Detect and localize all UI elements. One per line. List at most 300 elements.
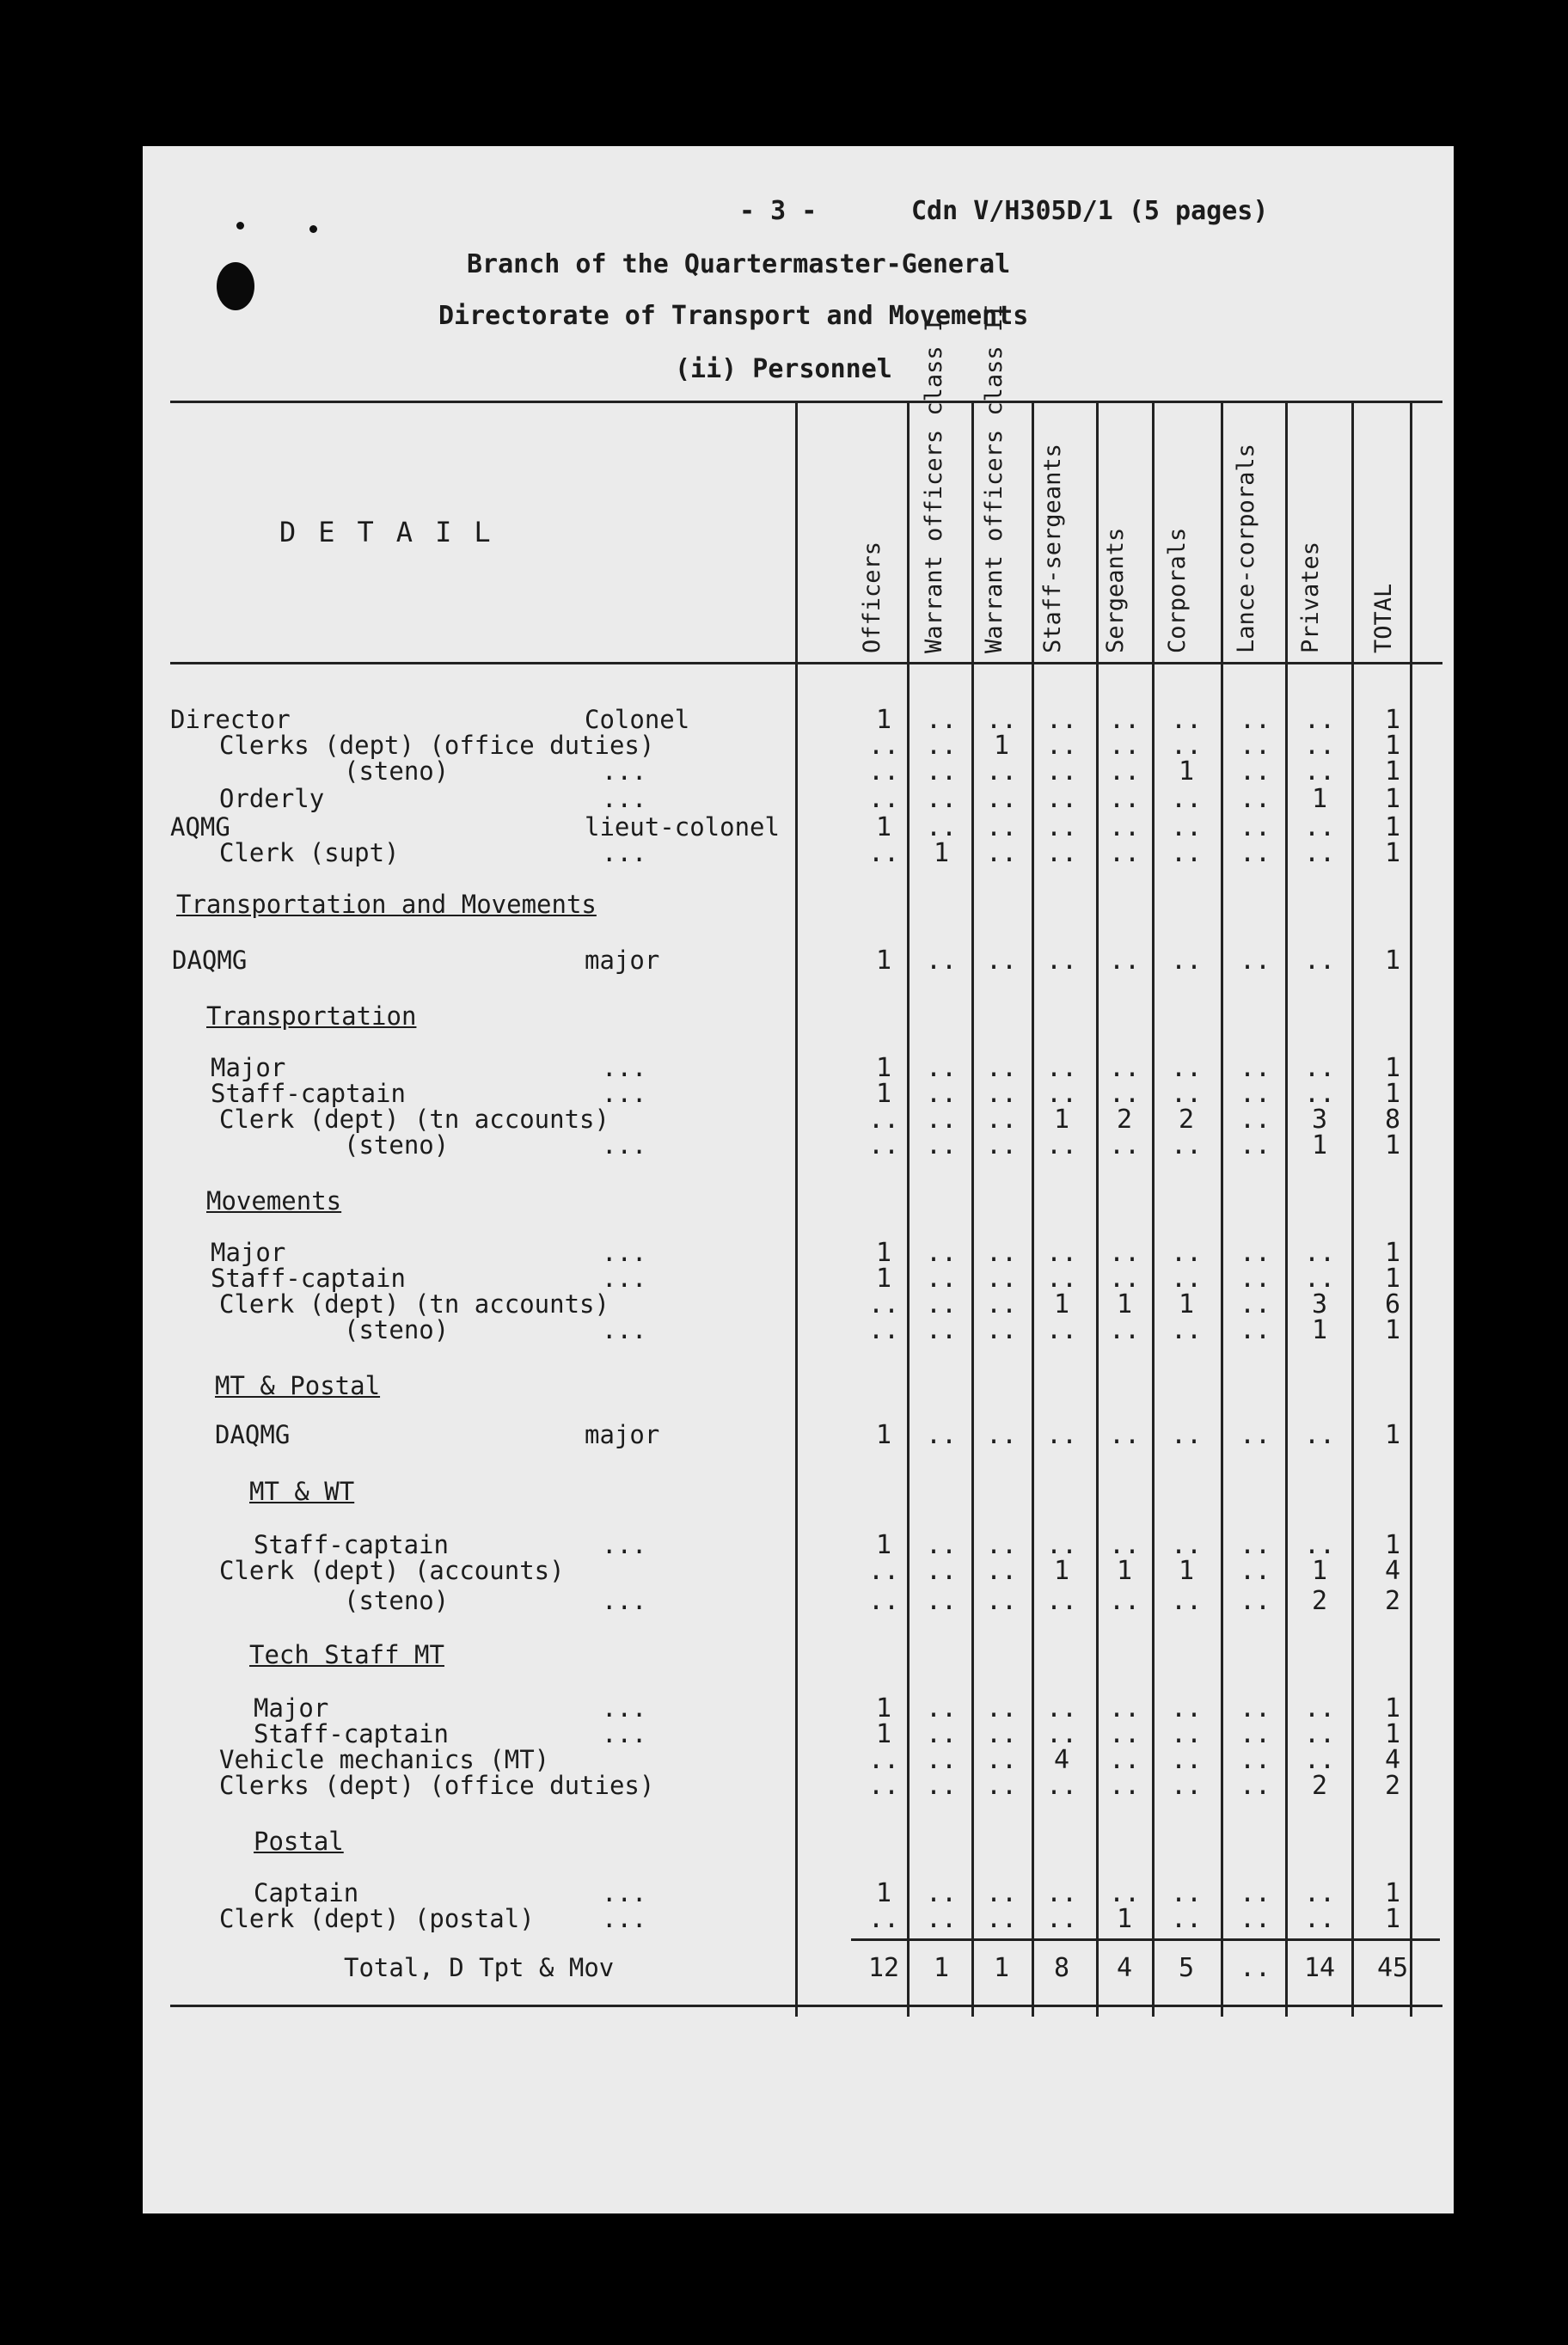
table-cell: 1: [1384, 838, 1401, 868]
table-cell: ..: [1045, 1053, 1078, 1083]
table-cell: ..: [1170, 1771, 1203, 1801]
table-cell: 1: [1384, 1238, 1401, 1268]
table-cell: ..: [1239, 1053, 1271, 1083]
table-cell: ..: [867, 1556, 900, 1586]
table-cell: ..: [1108, 1238, 1141, 1268]
section-heading: Postal: [254, 1827, 344, 1856]
table-cell: ..: [985, 1289, 1018, 1319]
total-cell: 12: [867, 1953, 900, 1983]
table-cell: ..: [867, 1289, 900, 1319]
row-detail: DAQMG: [172, 946, 248, 975]
table-cell: 1: [1384, 705, 1401, 735]
table-cell: ..: [1170, 1315, 1203, 1345]
table-cell: 2: [1311, 1771, 1328, 1801]
column-rule: [1285, 401, 1288, 2017]
row-detail: (steno): [344, 756, 450, 786]
table-cell: ..: [1239, 1079, 1271, 1109]
row-detail: AQMG: [170, 812, 230, 842]
row-detail: Vehicle mechanics (MT): [219, 1745, 550, 1774]
row-rank: ...: [602, 1238, 647, 1267]
table-cell: ..: [1170, 946, 1203, 976]
row-rank: ...: [602, 1079, 647, 1108]
table-cell: ..: [1108, 1315, 1141, 1345]
row-detail: Staff-captain: [254, 1530, 449, 1559]
speck: [309, 225, 317, 233]
table-cell: ..: [1045, 1771, 1078, 1801]
table-cell: ..: [1108, 1878, 1141, 1908]
table-cell: 1: [1384, 731, 1401, 761]
table-cell: ..: [867, 838, 900, 868]
table-cell: ..: [985, 1053, 1018, 1083]
table-cell: ..: [925, 784, 958, 814]
column-header-3: Warrant officers class II: [981, 303, 1008, 653]
table-cell: ..: [985, 1264, 1018, 1294]
table-cell: ..: [867, 1105, 900, 1135]
table-cell: 1: [1053, 1105, 1070, 1135]
table-cell: ..: [1303, 1745, 1336, 1775]
table-cell: 1: [1384, 946, 1401, 976]
table-cell: ..: [1045, 1264, 1078, 1294]
table-cell: 2: [1116, 1105, 1133, 1135]
table-cell: ..: [1303, 1420, 1336, 1450]
table-cell: 4: [1384, 1556, 1401, 1586]
table-cell: ..: [1045, 1904, 1078, 1934]
row-detail: (steno): [344, 1586, 450, 1615]
table-cell: 1: [1384, 1530, 1401, 1560]
table-cell: ..: [1303, 756, 1336, 787]
table-cell: ..: [1108, 1530, 1141, 1560]
table-cell: ..: [1170, 1079, 1203, 1109]
column-rule: [971, 401, 974, 2017]
table-cell: ..: [925, 1264, 958, 1294]
column-header-9: TOTAL: [1370, 583, 1397, 653]
table-cell: ..: [925, 1053, 958, 1083]
table-cell: ..: [1303, 946, 1336, 976]
row-detail: Clerk (dept) (accounts): [219, 1556, 565, 1585]
table-cell: ..: [985, 1586, 1018, 1616]
section-heading: MT & WT: [249, 1477, 355, 1506]
table-cell: ..: [1303, 1719, 1336, 1749]
table-cell: 1: [875, 1420, 892, 1450]
table-cell: ..: [1045, 1586, 1078, 1616]
table-cell: ..: [1045, 1420, 1078, 1450]
table-cell: ..: [1108, 705, 1141, 735]
row-detail: Major: [254, 1693, 329, 1723]
table-cell: ..: [1303, 731, 1336, 761]
table-cell: ..: [1239, 1556, 1271, 1586]
table-cell: ..: [867, 1771, 900, 1801]
row-detail: Clerks (dept) (office duties): [219, 1771, 655, 1800]
table-cell: 1: [1116, 1289, 1133, 1319]
total-cell: ..: [1239, 1953, 1271, 1983]
table-cell: ..: [1170, 1878, 1203, 1908]
table-cell: ..: [985, 812, 1018, 842]
row-rank: ...: [602, 756, 647, 786]
table-cell: ..: [867, 756, 900, 787]
table-cell: ..: [1170, 1586, 1203, 1616]
table-cell: ..: [1239, 1315, 1271, 1345]
row-detail: Orderly: [219, 784, 325, 813]
document-reference: Cdn V/H305D/1 (5 pages): [911, 196, 1269, 226]
row-detail: Major: [211, 1053, 286, 1082]
table-cell: ..: [1303, 1238, 1336, 1268]
table-cell: ..: [1239, 1530, 1271, 1560]
row-rank: ...: [602, 1878, 647, 1907]
table-cell: ..: [925, 1530, 958, 1560]
column-rule: [1096, 401, 1099, 2017]
table-cell: ..: [985, 1556, 1018, 1586]
row-rank: ...: [602, 1904, 647, 1933]
row-rank: major: [585, 946, 660, 975]
table-cell: 3: [1311, 1105, 1328, 1135]
table-cell: 1: [875, 946, 892, 976]
table-cell: 4: [1384, 1745, 1401, 1775]
table-cell: 1: [1384, 1904, 1401, 1934]
total-cell: 45: [1376, 1953, 1409, 1983]
table-cell: 1: [1116, 1556, 1133, 1586]
table-cell: ..: [925, 1719, 958, 1749]
table-cell: ..: [1170, 1264, 1203, 1294]
table-cell: ..: [1239, 1420, 1271, 1450]
row-rank: ...: [602, 1530, 647, 1559]
table-cell: 1: [875, 1693, 892, 1724]
table-cell: ..: [1170, 1130, 1203, 1160]
table-cell: 1: [1178, 1556, 1195, 1586]
table-cell: ..: [925, 1878, 958, 1908]
table-cell: ..: [1170, 1053, 1203, 1083]
row-rank: ...: [602, 784, 647, 813]
table-cell: ..: [1045, 946, 1078, 976]
table-cell: ..: [1303, 1693, 1336, 1724]
table-cell: ..: [985, 1315, 1018, 1345]
table-cell: ..: [1239, 1238, 1271, 1268]
table-cell: ..: [1239, 1264, 1271, 1294]
table-cell: 1: [875, 705, 892, 735]
table-cell: ..: [1108, 731, 1141, 761]
table-cell: ..: [1108, 1586, 1141, 1616]
table-cell: ..: [1239, 1904, 1271, 1934]
table-cell: ..: [985, 705, 1018, 735]
table-cell: ..: [1170, 705, 1203, 735]
table-cell: ..: [985, 1130, 1018, 1160]
column-rule: [1351, 401, 1354, 2017]
page-marker: - 3 -: [739, 196, 818, 226]
table-cell: ..: [1239, 1130, 1271, 1160]
table-cell: ..: [867, 1745, 900, 1775]
row-detail: Major: [211, 1238, 286, 1267]
section-heading: Transportation and Movements: [176, 890, 597, 919]
column-header-6: Corporals: [1164, 527, 1191, 653]
table-cell: ..: [1045, 1530, 1078, 1560]
table-cell: ..: [1045, 1693, 1078, 1724]
table-cell: 1: [875, 812, 892, 842]
column-header-5: Sergeants: [1102, 527, 1129, 653]
table-cell: ..: [1170, 731, 1203, 761]
row-rank: major: [585, 1420, 660, 1449]
table-cell: ..: [1239, 705, 1271, 735]
table-cell: ..: [985, 1771, 1018, 1801]
table-cell: ..: [1170, 1530, 1203, 1560]
row-rank: Colonel: [585, 705, 690, 734]
table-cell: ..: [867, 731, 900, 761]
table-cell: 1: [1053, 1289, 1070, 1319]
column-header-4: Staff-sergeants: [1039, 444, 1066, 653]
table-cell: ..: [925, 1238, 958, 1268]
table-cell: ..: [1108, 1130, 1141, 1160]
table-cell: ..: [1239, 838, 1271, 868]
table-cell: ..: [1239, 1771, 1271, 1801]
column-rule: [795, 401, 798, 2017]
table-cell: ..: [985, 1105, 1018, 1135]
table-cell: ..: [925, 705, 958, 735]
table-cell: ..: [1108, 1079, 1141, 1109]
table-cell: ..: [925, 1079, 958, 1109]
row-rank: ...: [602, 1315, 647, 1344]
table-cell: 1: [875, 1079, 892, 1109]
table-cell: ..: [925, 1556, 958, 1586]
table-cell: ..: [925, 1586, 958, 1616]
table-cell: ..: [1170, 1693, 1203, 1724]
table-cell: ..: [1239, 784, 1271, 814]
table-cell: ..: [1045, 1130, 1078, 1160]
table-cell: ..: [1045, 838, 1078, 868]
header-rule: [170, 401, 1442, 403]
row-detail: (steno): [344, 1315, 450, 1344]
table-cell: ..: [985, 946, 1018, 976]
table-cell: ..: [925, 1420, 958, 1450]
table-cell: ..: [985, 1420, 1018, 1450]
table-cell: ..: [1303, 1878, 1336, 1908]
column-rule: [1152, 401, 1155, 2017]
column-rule: [1221, 401, 1223, 2017]
table-cell: ..: [925, 946, 958, 976]
table-cell: ..: [985, 784, 1018, 814]
column-rule: [1032, 401, 1034, 2017]
punch-hole: [217, 262, 254, 310]
table-cell: ..: [1170, 1904, 1203, 1934]
table-cell: ..: [1045, 1079, 1078, 1109]
table-cell: ..: [985, 838, 1018, 868]
table-cell: 1: [875, 1878, 892, 1908]
table-cell: 4: [1053, 1745, 1070, 1775]
row-rank: ...: [602, 1053, 647, 1082]
table-cell: ..: [1170, 812, 1203, 842]
table-cell: ..: [1170, 1719, 1203, 1749]
table-cell: 1: [1178, 756, 1195, 787]
table-cell: 1: [1311, 1315, 1328, 1345]
table-cell: ..: [1239, 946, 1271, 976]
table-cell: ..: [1239, 812, 1271, 842]
table-cell: ..: [1045, 812, 1078, 842]
bottom-rule: [170, 2005, 1442, 2007]
table-cell: 1: [875, 1264, 892, 1294]
table-cell: ..: [925, 1130, 958, 1160]
table-cell: ..: [1108, 812, 1141, 842]
table-cell: 1: [1384, 1420, 1401, 1450]
table-cell: 1: [1384, 1693, 1401, 1724]
row-detail: Clerk (dept) (tn accounts): [219, 1289, 609, 1319]
table-cell: ..: [1108, 946, 1141, 976]
table-cell: ..: [985, 1238, 1018, 1268]
column-header-8: Privates: [1297, 541, 1324, 653]
table-cell: ..: [1239, 1289, 1271, 1319]
table-cell: ..: [985, 1719, 1018, 1749]
detail-column-header: DETAIL: [279, 516, 513, 548]
table-cell: ..: [1108, 756, 1141, 787]
row-detail: Staff-captain: [254, 1719, 449, 1748]
table-cell: ..: [1045, 1238, 1078, 1268]
table-cell: ..: [1303, 838, 1336, 868]
table-cell: ..: [1239, 756, 1271, 787]
table-cell: ..: [925, 756, 958, 787]
table-cell: ..: [1170, 838, 1203, 868]
table-cell: 2: [1384, 1586, 1401, 1616]
table-cell: 1: [1311, 1130, 1328, 1160]
table-cell: ..: [1108, 1719, 1141, 1749]
table-cell: ..: [867, 1130, 900, 1160]
table-cell: ..: [1239, 1586, 1271, 1616]
row-rank: lieut-colonel: [585, 812, 780, 842]
table-cell: ..: [1239, 1719, 1271, 1749]
table-cell: 1: [875, 1530, 892, 1560]
total-cell: 4: [1116, 1953, 1133, 1983]
table-cell: ..: [1108, 1693, 1141, 1724]
table-cell: ..: [1045, 1719, 1078, 1749]
total-cell: 1: [933, 1953, 950, 1983]
table-cell: ..: [867, 1586, 900, 1616]
row-rank: ...: [602, 1586, 647, 1615]
table-cell: ..: [1303, 1264, 1336, 1294]
section-title: (ii) Personnel: [675, 354, 892, 384]
table-cell: ..: [985, 1079, 1018, 1109]
table-cell: ..: [1303, 1904, 1336, 1934]
table-cell: ..: [985, 1530, 1018, 1560]
total-cell: 5: [1178, 1953, 1195, 1983]
column-rule: [907, 401, 910, 2017]
column-header-7: Lance-corporals: [1233, 444, 1259, 653]
table-cell: ..: [1045, 784, 1078, 814]
table-cell: ..: [1170, 784, 1203, 814]
table-cell: ..: [1108, 1745, 1141, 1775]
column-head-rule: [170, 662, 1442, 664]
table-cell: 1: [933, 838, 950, 868]
table-cell: ..: [1045, 1878, 1078, 1908]
column-rule: [1410, 401, 1412, 2017]
table-cell: 3: [1311, 1289, 1328, 1319]
table-cell: ..: [1239, 1878, 1271, 1908]
table-cell: ..: [1108, 784, 1141, 814]
row-rank: ...: [602, 1130, 647, 1160]
row-detail: Director: [170, 705, 291, 734]
table-cell: ..: [1108, 1420, 1141, 1450]
table-cell: 1: [1384, 784, 1401, 814]
branch-title: Branch of the Quartermaster-General: [467, 249, 1011, 279]
table-cell: ..: [1239, 1745, 1271, 1775]
table-cell: 1: [1053, 1556, 1070, 1586]
column-header-1: Officers: [859, 541, 885, 653]
row-detail: (steno): [344, 1130, 450, 1160]
table-cell: ..: [925, 1904, 958, 1934]
table-cell: 1: [1384, 1719, 1401, 1749]
table-cell: ..: [1045, 731, 1078, 761]
row-detail: Clerks (dept) (office duties): [219, 731, 655, 760]
table-cell: ..: [867, 1315, 900, 1345]
table-cell: 1: [1311, 1556, 1328, 1586]
table-cell: 1: [1384, 1264, 1401, 1294]
speck: [236, 222, 244, 230]
row-detail: Clerk (dept) (tn accounts): [219, 1105, 609, 1134]
table-cell: ..: [925, 1289, 958, 1319]
table-cell: ..: [925, 1745, 958, 1775]
table-cell: ..: [925, 812, 958, 842]
table-cell: ..: [925, 1771, 958, 1801]
table-cell: 1: [993, 731, 1010, 761]
row-rank: ...: [602, 1264, 647, 1293]
table-cell: ..: [867, 1904, 900, 1934]
table-cell: 8: [1384, 1105, 1401, 1135]
table-cell: 2: [1178, 1105, 1195, 1135]
row-detail: Staff-captain: [211, 1079, 406, 1108]
table-cell: ..: [1108, 1053, 1141, 1083]
table-cell: ..: [1303, 1079, 1336, 1109]
table-cell: ..: [1170, 1420, 1203, 1450]
section-heading: MT & Postal: [215, 1371, 381, 1400]
table-cell: 2: [1384, 1771, 1401, 1801]
table-cell: ..: [985, 1878, 1018, 1908]
table-cell: ..: [1303, 1530, 1336, 1560]
table-cell: 1: [1384, 1053, 1401, 1083]
section-heading: Movements: [206, 1186, 342, 1215]
total-label: Total, D Tpt & Mov: [344, 1953, 615, 1982]
row-rank: ...: [602, 1693, 647, 1723]
table-cell: ..: [1303, 1053, 1336, 1083]
table-cell: 1: [875, 1238, 892, 1268]
table-cell: 1: [1116, 1904, 1133, 1934]
table-cell: ..: [1045, 1315, 1078, 1345]
table-cell: 1: [1384, 756, 1401, 787]
table-cell: ..: [1303, 812, 1336, 842]
table-cell: 1: [1384, 1878, 1401, 1908]
table-cell: ..: [1108, 1771, 1141, 1801]
table-cell: ..: [1045, 756, 1078, 787]
table-cell: ..: [867, 784, 900, 814]
total-cell: 8: [1053, 1953, 1070, 1983]
column-header-2: Warrant officers class I: [921, 317, 947, 653]
table-cell: 6: [1384, 1289, 1401, 1319]
table-cell: ..: [925, 1105, 958, 1135]
row-detail: Captain: [254, 1878, 359, 1907]
table-cell: ..: [925, 731, 958, 761]
table-cell: 1: [1178, 1289, 1195, 1319]
table-cell: ..: [1108, 1264, 1141, 1294]
table-cell: 1: [1384, 1130, 1401, 1160]
table-cell: ..: [1170, 1238, 1203, 1268]
table-cell: ..: [985, 756, 1018, 787]
row-rank: ...: [602, 1719, 647, 1748]
total-cell: 1: [993, 1953, 1010, 1983]
table-cell: ..: [985, 1745, 1018, 1775]
table-cell: ..: [1108, 838, 1141, 868]
table-cell: ..: [1170, 1745, 1203, 1775]
table-cell: ..: [985, 1693, 1018, 1724]
table-cell: ..: [1239, 1693, 1271, 1724]
table-cell: 2: [1311, 1586, 1328, 1616]
table-cell: ..: [1045, 705, 1078, 735]
table-cell: ..: [925, 1315, 958, 1345]
table-cell: 1: [1311, 784, 1328, 814]
row-detail: DAQMG: [215, 1420, 291, 1449]
table-cell: ..: [925, 1693, 958, 1724]
